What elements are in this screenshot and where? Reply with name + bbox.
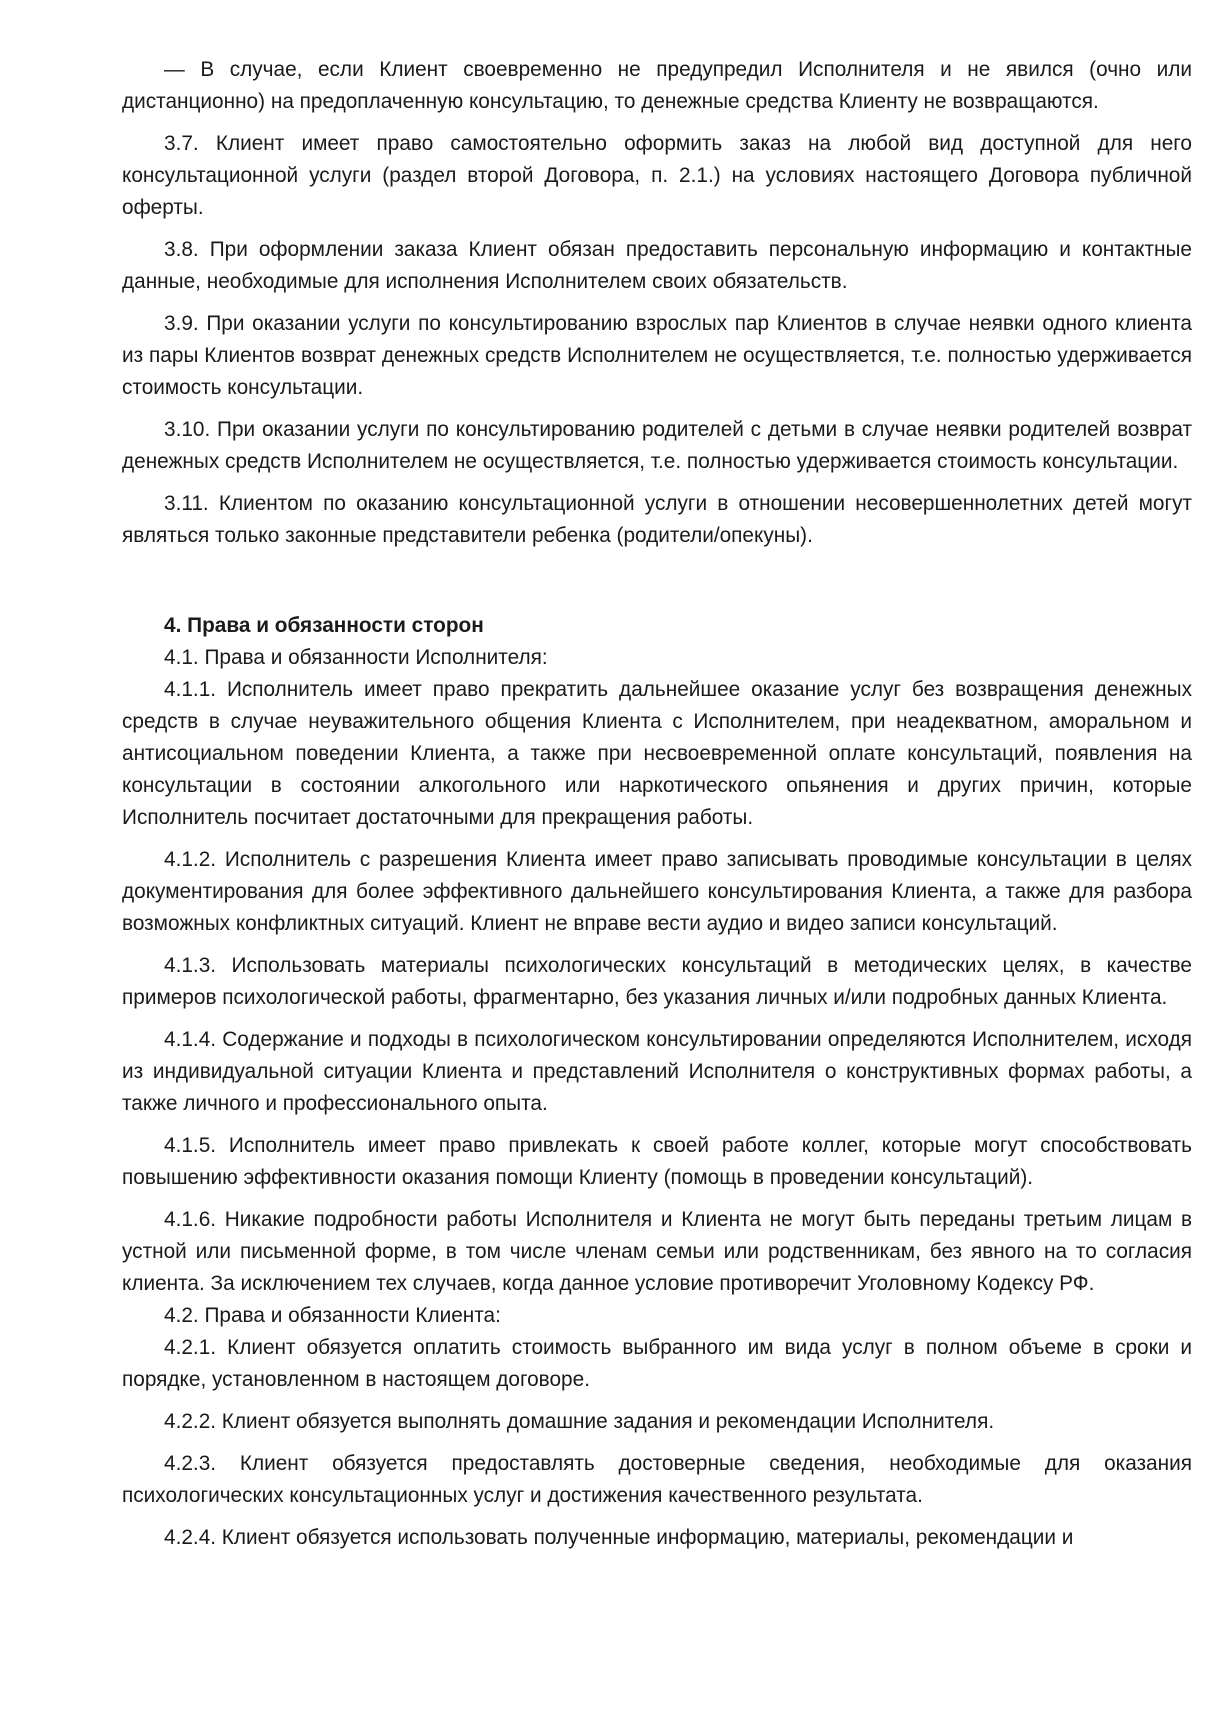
paragraph-4-1-2: 4.1.2. Исполнитель с разрешения Клиента имеет право записывать проводимые консультации в целях документирования для более эффективного дальнейшего консультирования Клиента, а также для разбора возможных конфликтных ситуаций. Клиент не вправе вести аудио и видео записи консультаций. [122, 848, 1192, 935]
paragraph-refund-note: — В случае, если Клиент своевременно не предупредил Исполнителя и не явился (очно или дистанционно) на предоплаченную консультацию, то денежные средства Клиенту не возвращаются. [122, 58, 1192, 113]
paragraph-3-8: 3.8. При оформлении заказа Клиент обязан предоставить персональную информацию и контактные данные, необходимые для исполнения Исполнителем своих обязательств. [122, 238, 1192, 293]
paragraph-3-10: 3.10. При оказании услуги по консультированию родителей с детьми в случае неявки родителей возврат денежных средств Исполнителем не осуществляется, т.е. полностью удерживается стоимость консультации. [122, 418, 1192, 473]
paragraph-3-9: 3.9. При оказании услуги по консультированию взрослых пар Клиентов в случае неявки одного клиента из пары Клиентов возврат денежных средств Исполнителем не осуществляется, т.е. полностью удерживается стоимость консультации. [122, 312, 1192, 399]
paragraph-4-2-1: 4.2.1. Клиент обязуется оплатить стоимость выбранного им вида услуг в полном объеме в сроки и порядке, установленном в настоящем договоре. [122, 1336, 1192, 1391]
subsection-4-2-title: 4.2. Права и обязанности Клиента: [164, 1304, 501, 1327]
paragraph-4-2-2: 4.2.2. Клиент обязуется выполнять домашние задания и рекомендации Исполнителя. [164, 1410, 995, 1433]
paragraph-4-2-4: 4.2.4. Клиент обязуется использовать полученные информацию, материалы, рекомендации и [164, 1526, 1074, 1549]
subsection-4-1-title: 4.1. Права и обязанности Исполнителя: [164, 646, 548, 669]
paragraph-4-1-4: 4.1.4. Содержание и подходы в психологическом консультировании определяются Исполнителем, исходя из индивидуальной ситуации Клиента и представлений Исполнителя о конструктивных формах работы, а также личного и профессионального опыта. [122, 1028, 1192, 1115]
paragraph-4-1-6: 4.1.6. Никакие подробности работы Исполнителя и Клиента не могут быть переданы третьим лицам в устной или письменной форме, в том числе членам семьи или родственникам, без явного на то согласия клиента. За исключением тех случаев, когда данное условие противоречит Уголовному Кодексу РФ. [122, 1208, 1192, 1295]
paragraph-3-7: 3.7. Клиент имеет право самостоятельно оформить заказ на любой вид доступной для него консультационной услуги (раздел второй Договора, п. 2.1.) на условиях настоящего Договора публичной оферты. [122, 132, 1192, 219]
paragraph-3-11: 3.11. Клиентом по оказанию консультационной услуги в отношении несовершеннолетних детей могут являться только законные представители ребенка (родители/опекуны). [122, 492, 1192, 547]
paragraph-4-1-5: 4.1.5. Исполнитель имеет право привлекать к своей работе коллег, которые могут способствовать повышению эффективности оказания помощи Клиенту (помощь в проведении консультаций). [122, 1134, 1192, 1189]
section-4-heading: 4. Права и обязанности сторон [164, 614, 484, 637]
paragraph-4-1-3: 4.1.3. Использовать материалы психологических консультаций в методических целях, в качестве примеров психологической работы, фрагментарно, без указания личных и/или подробных данных Клиента. [122, 954, 1192, 1009]
paragraph-4-2-3: 4.2.3. Клиент обязуется предоставлять достоверные сведения, необходимые для оказания психологических консультационных услуг и достижения качественного результата. [122, 1452, 1192, 1507]
paragraph-4-1-1: 4.1.1. Исполнитель имеет право прекратить дальнейшее оказание услуг без возвращения денежных средств в случае неуважительного общения Клиента с Исполнителем, при неадекватном, аморальном и антисоциальном поведении Клиента, а также при несвоевременной оплате консультаций, появления на консультации в состоянии алкогольного или наркотического опьянения и других причин, которые Исполнитель посчитает достаточными для прекращения работы. [122, 678, 1192, 829]
